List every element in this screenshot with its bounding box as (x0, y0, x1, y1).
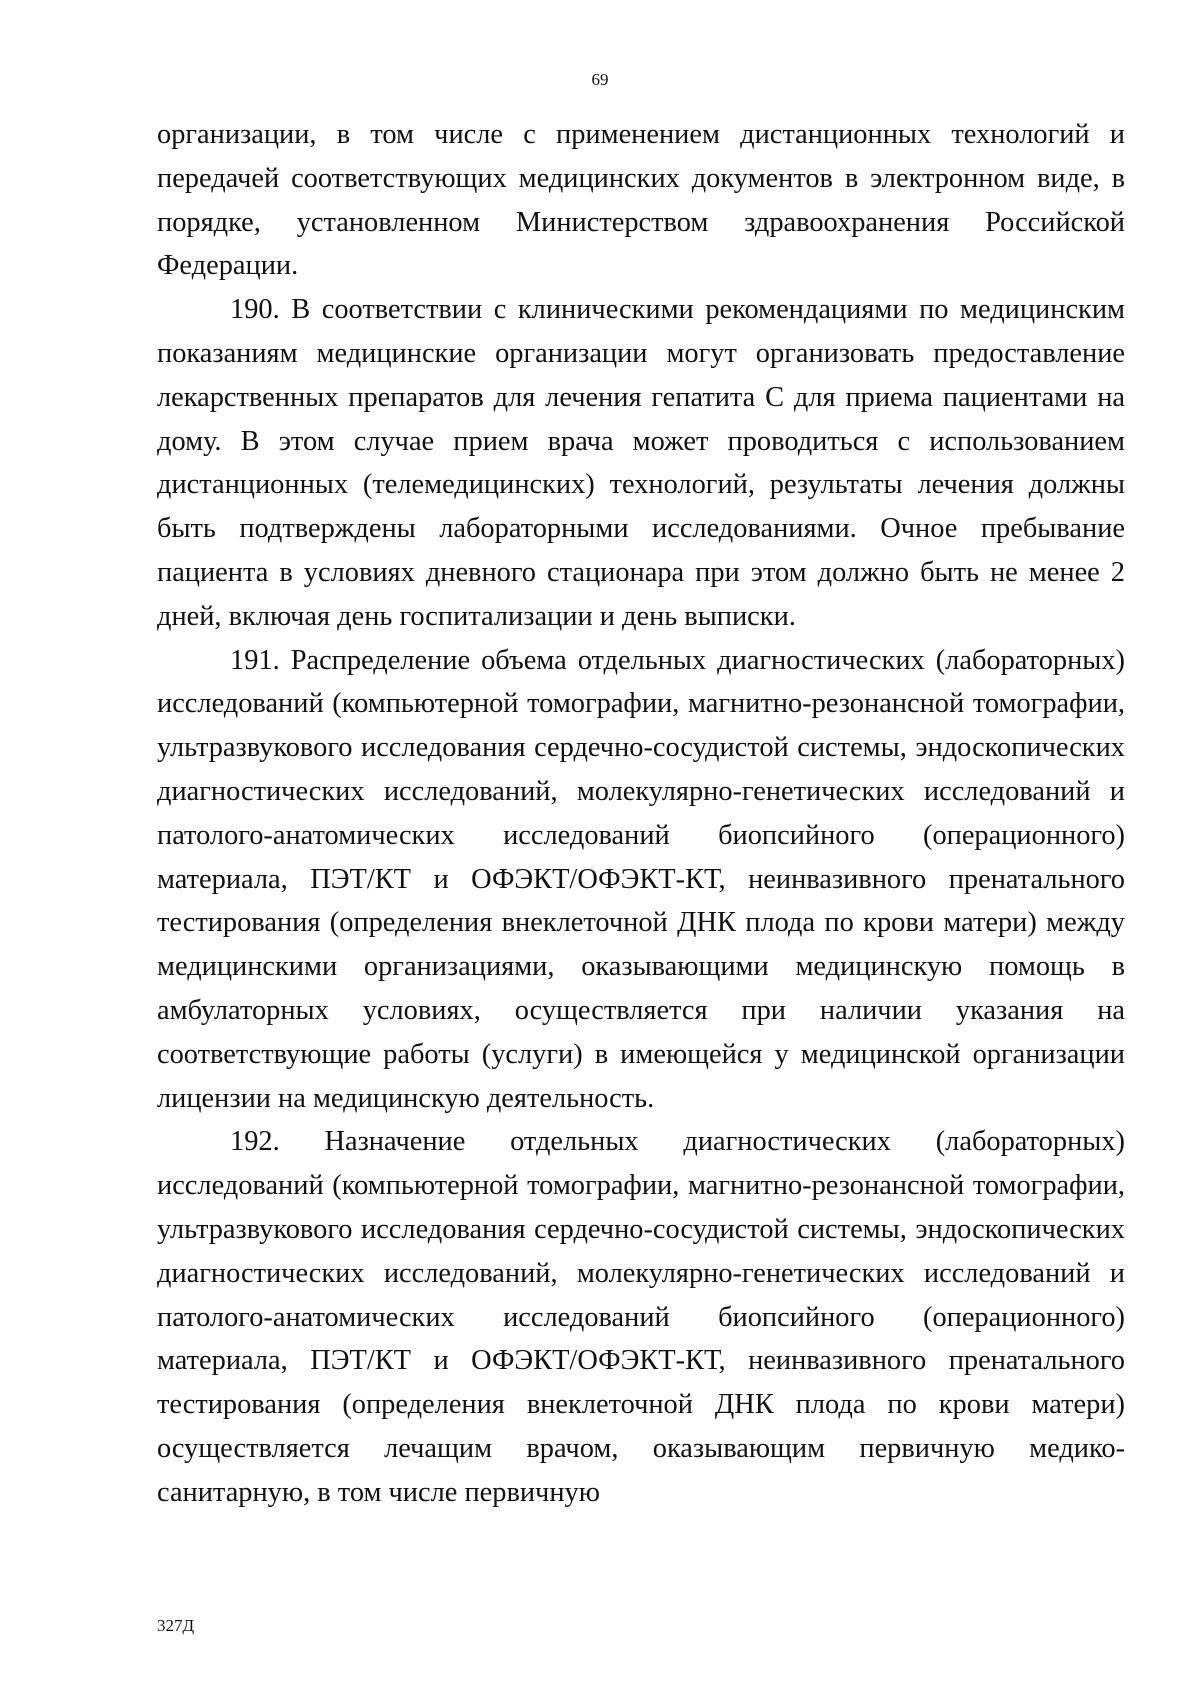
document-code: 327Д (157, 1616, 195, 1635)
paragraph-190: 190. В соответствии с клиническими рекомендациями по медицинским показаниям медицинские организации могут организовать предоставление лекарственных препаратов для лечения гепатита С для приема пациентами на дому. В этом случае прием врача может проводиться с использованием дистанционных (телемедицинских) технологий, результаты лечения должны быть подтверждены лабораторными исследованиями. Очное пребывание пациента в условиях дневного стационара при этом должно быть не менее 2 дней, включая день госпитализации и день выписки. (157, 294, 1125, 632)
page-number: 69 (591, 70, 609, 89)
paragraph-continuation: организации, в том числе с применением дистанционных технологий и передачей соответствующих медицинских документов в электронном виде, в порядке, установленном Министерством здравоохранения Российской Федерации. (157, 119, 1125, 282)
paragraph-192: 192. Назначение отдельных диагностических (лабораторных) исследований (компьютерной томографии, магнитно-резонансной томографии, ультразвукового исследования сердечно-сосудистой системы, эндоскопических диагностических исследований, молекулярно-генетических исследований и патолого-анатомических исследований биопсийного (операционного) материала, ПЭТ/КТ и ОФЭКТ/ОФЭКТ-КТ, неинвазивного пренатального тестирования (определения внеклеточной ДНК плода по крови матери) осуществляется лечащим врачом, оказывающим первичную медико-санитарную, в том числе первичную (157, 1126, 1125, 1508)
document-body (157, 113, 1125, 1515)
paragraph-191: 191. Распределение объема отдельных диагностических (лабораторных) исследований (компьютерной томографии, магнитно-резонансной томографии, ультразвукового исследования сердечно-сосудистой системы, эндоскопических диагностических исследований, молекулярно-генетических исследований и патолого-анатомических исследований биопсийного (операционного) материала, ПЭТ/КТ и ОФЭКТ/ОФЭКТ-КТ, неинвазивного пренатального тестирования (определения внеклеточной ДНК плода по крови матери) между медицинскими организациями, оказывающими медицинскую помощь в амбулаторных условиях, осуществляется при наличии указания на соответствующие работы (услуги) в имеющейся у медицинской организации лицензии на медицинскую деятельность. (157, 644, 1125, 1114)
